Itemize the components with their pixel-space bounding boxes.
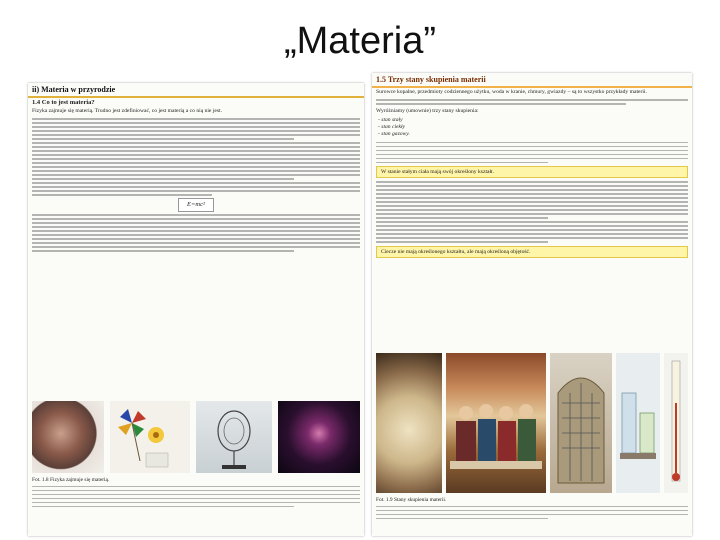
left-photo-strip — [32, 401, 360, 473]
state-item: - stan stały — [378, 117, 403, 124]
right-photo-strip — [376, 353, 688, 493]
left-text-block-4 — [32, 214, 360, 251]
window-sculpture-photo — [550, 353, 612, 493]
glassware-illustration — [616, 353, 660, 493]
left-chapter-heading: ii) Materia w przyrodzie — [28, 83, 364, 98]
right-text-block-3 — [376, 181, 688, 218]
lamp-illustration — [196, 401, 272, 473]
right-text-block-1 — [376, 99, 688, 105]
lamp-fixture-photo — [196, 401, 272, 473]
right-text-block-4 — [376, 221, 688, 243]
formula-box: E=mc² — [178, 198, 214, 212]
states-list — [372, 116, 692, 139]
right-list-intro: Wyróżniamy (umownie) trzy stany skupienia: — [376, 108, 479, 115]
left-page-scan — [28, 83, 364, 536]
solid-state-highlight: W stanie stałym ciała mają swój określony kształt. — [376, 166, 688, 178]
thermometer-illustration — [664, 353, 688, 493]
right-text-block-2 — [376, 142, 688, 164]
liquid-state-highlight: Ciecze nie mają określonego kształtu, ale mają określoną objętość. — [376, 246, 688, 258]
left-text-block-3 — [32, 182, 360, 196]
right-page-scan — [372, 73, 692, 536]
pinwheel-illustration — [110, 401, 190, 473]
slide-title: „Materia” — [283, 20, 437, 62]
left-photo-caption: Fot. 1.8 Fizyka zajmuje się materią. — [28, 477, 364, 510]
left-lead-paragraph: Fizyka zajmuje się materią. Trudno jest zdefiniować, co jest materią a co nią nie jest. — [32, 108, 222, 114]
galaxy-photo — [278, 401, 360, 473]
left-section-heading: 1.4 Co to jest materia? — [32, 99, 95, 106]
thermometer-photo — [664, 353, 688, 493]
left-text-block-2 — [32, 142, 360, 179]
right-section-heading: 1.5 Trzy stany skupienia materii — [372, 73, 692, 88]
right-intro-paragraph: Surowce kopalne, przedmioty codziennego użytku, woda w kranie, chmury, gwiazdy – są to wszystko przykłady materii. — [376, 89, 647, 95]
granite-rock-photo — [32, 401, 104, 473]
left-text-block-1 — [32, 118, 360, 140]
glassware-photo — [616, 353, 660, 493]
right-photo-caption: Fot. 1.9 Stany skupienia materii. — [372, 497, 692, 522]
mineral-rock-photo — [376, 353, 442, 493]
fresco-figures — [446, 353, 546, 493]
window-arch — [550, 353, 612, 493]
pinwheel-flower-photo — [110, 401, 190, 473]
fresco-painting-photo — [446, 353, 546, 493]
state-item: - stan gazowy. — [378, 131, 410, 138]
state-item: - stan ciekły — [378, 124, 406, 131]
